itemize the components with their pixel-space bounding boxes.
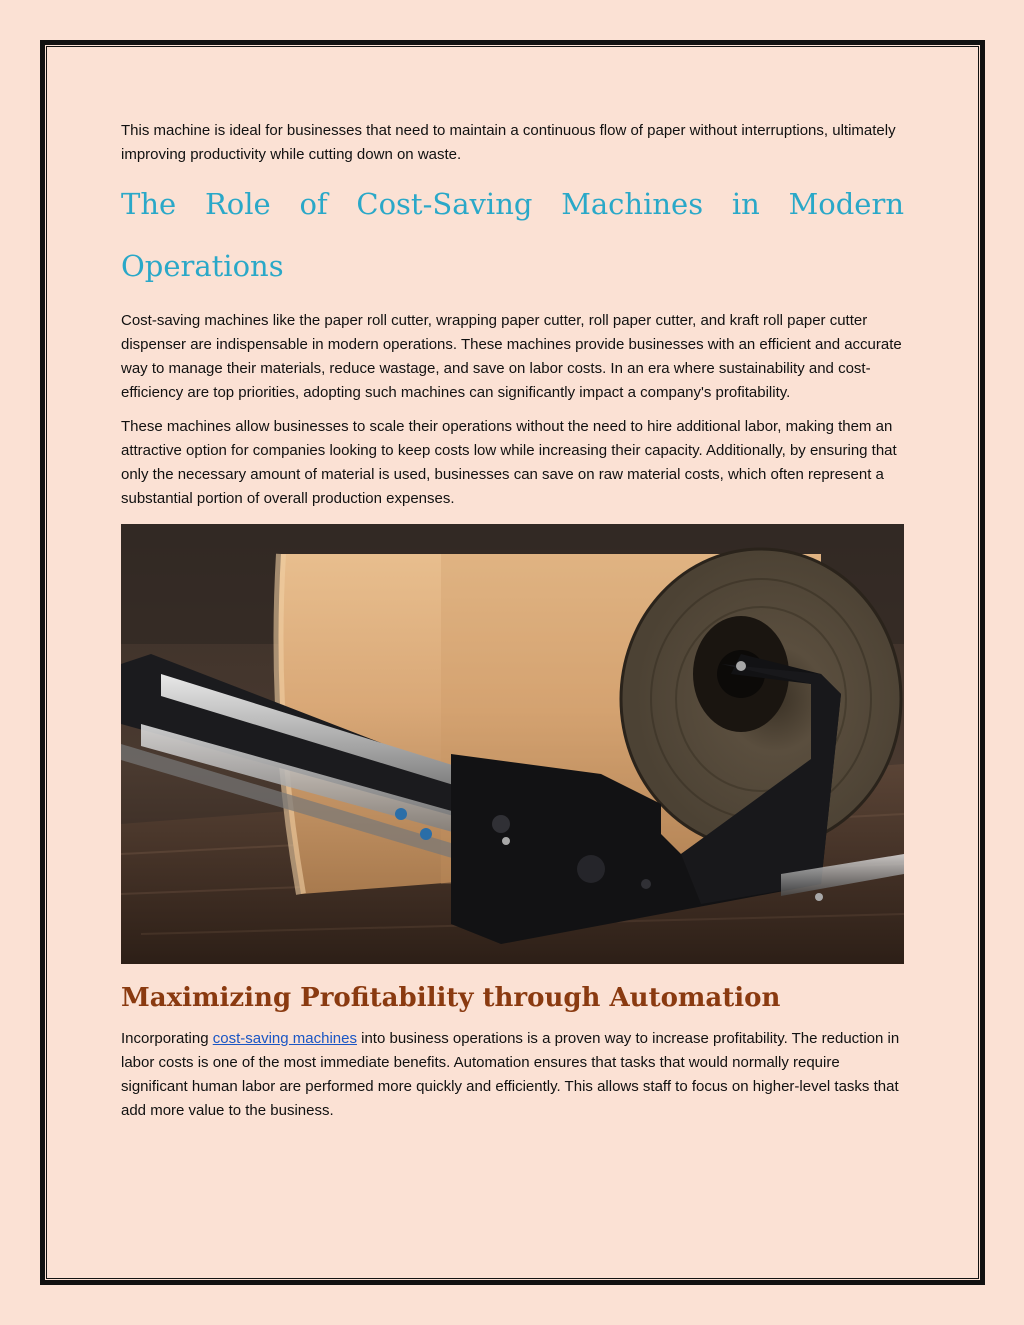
cost-saving-machines-link[interactable]: cost-saving machines [212,1030,357,1047]
intro-paragraph: This machine is ideal for businesses that need to maintain a continuous flow of paper without interruptions, ultimately improving productivity while cutting down on waste. [121,122,896,163]
section-heading-line1: The Role of Cost-Saving Machines in Modern [121,187,904,221]
paragraph-cost-saving: Cost-saving machines like the paper roll cutter, wrapping paper cutter, roll paper cutter, and kraft roll paper cutter dispenser are indispensable in modern operations. These machines provide businesses with an efficient and accurate way to manage their materials, reduce wastage, and save on labor costs. In an era where sustainability and cost-efficiency are top priorities, adopting such machines can significantly impact a company's profitability. [121,312,902,401]
paper-roll-cutter-photo [121,524,904,964]
paragraph-automation-suffix: into business operations is a proven way to increase profitability. The reduction in labor costs is one of the most immediate benefits. Automation ensures that tasks that would normally require significant human labor are performed more quickly and efficiently. This allows staff to focus on higher-level tasks that add more value to the business. [121,1030,900,1119]
section-heading-line2: Operations [121,249,284,283]
section-heading-automation: Maximizing Profitability through Automation [121,983,781,1013]
document-content [121,119,904,1123]
paragraph-scaling: These machines allow businesses to scale their operations without the need to hire additional labor, making them an attractive option for companies looking to keep costs low while increasing their capacity. Additionally, by ensuring that only the necessary amount of material is used, businesses can save on raw material costs, which often represent a substantial portion of overall production expenses. [121,418,897,507]
paragraph-automation [121,1027,904,1123]
paragraph-automation-prefix: Incorporating [121,1030,213,1047]
